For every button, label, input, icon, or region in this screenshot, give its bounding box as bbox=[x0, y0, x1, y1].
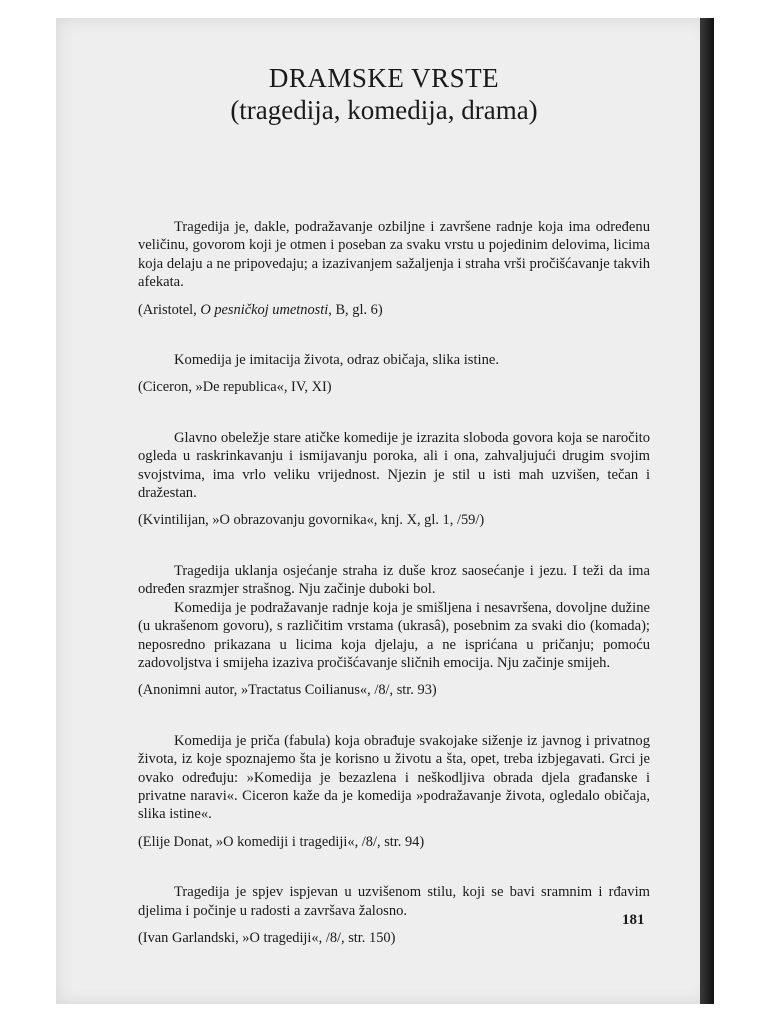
page-title: DRAMSKE VRSTE bbox=[268, 63, 500, 93]
quote-paragraph: Tragedija je spjev ispjevan u uzvišenom stilu, koji se bavi sramnim i rđavim djelima i počinje u radosti a završava žalosno. bbox=[138, 884, 650, 919]
quote-paragraph: Komedija je priča (fabula) koja obrađuje svakojake siženje iz javnog i privatnog života, iz koje spoznajemo šta je korisno u životu a šta, opet, treba izbjegavati. Grci je ovako određuju: »Komedija je bezazlena i neškodljiva obrada djela građanske i privatne naravi«. Ciceron kaže da je komedija »podražavanje života, ogledalo običaja, slika istine«. bbox=[138, 732, 650, 823]
quote-paragraph: Tragedija je, dakle, podražavanje ozbiljne i završene radnje koja ima određenu veličinu, govorom koji je otmen i poseban za svaku vrstu u pojedinim delovima, licima koja delaju a ne pripovedaju; a izazivanjem sažaljenja i straha vrši pročišćavanje takvih afekata. bbox=[138, 219, 650, 291]
quote-kvintilijan bbox=[138, 429, 650, 530]
quote-ciceron bbox=[138, 351, 650, 397]
quote-anonimni bbox=[138, 562, 650, 700]
quote-source: (Ivan Garlandski, »O tragediji«, /8/, str. 150) bbox=[138, 929, 396, 946]
quote-source: (Elije Donat, »O komediji i tragediji«, /8/, str. 94) bbox=[138, 833, 425, 850]
quote-paragraph: Komedija je podražavanje radnje koja je smišljena i nesavršena, dovoljne dužine (u ukrašenom govoru), s različitim vrstama (ukrasâ), posebnim za svaki dio (komada); neposredno prikazana u licima koja djelaju, a ne isprićana u pričanju; pomoću zadovoljstva i smijeha izaziva pročišćavanje sličnih emocija. Nju začinje smijeh. bbox=[138, 599, 650, 671]
quotes-body bbox=[138, 218, 650, 947]
quote-source: (Anonimni autor, »Tractatus Coilianus«, /8/, str. 93) bbox=[138, 682, 437, 699]
quote-paragraph: Tragedija uklanja osjećanje straha iz duše kroz saosećanje i jezu. I teži da ima određen srazmjer strašnog. Nju začinje duboki bol. bbox=[138, 562, 650, 598]
quote-source: (Aristotel, O pesničkoj umetnosti, B, gl. 6) bbox=[138, 301, 383, 318]
source-title: O pesničkoj umetnosti bbox=[200, 301, 329, 318]
book-spine-edge bbox=[700, 18, 714, 1004]
page-header bbox=[0, 62, 768, 126]
quote-source: (Ciceron, »De republica«, IV, XI) bbox=[138, 379, 332, 396]
quote-garlandski bbox=[138, 883, 650, 947]
page-subtitle: (tragedija, komedija, drama) bbox=[230, 95, 538, 125]
quote-donat bbox=[138, 732, 650, 851]
quote-paragraph: Komedija je imitacija života, odraz običaja, slika istine. bbox=[174, 352, 500, 369]
quote-paragraph: Glavno obeležje stare atičke komedije je izrazita sloboda govora koja se naročito ogleda u raskrinkavanju i ismijavanju poroka, ali i ona, zahvaljujući drugim svojim svojstvima, ima vrlo veliku vrijednost. Njezin je stil u isti mah uzvišen, tečan i dražestan. bbox=[138, 429, 650, 502]
quote-source: (Kvintilijan, »O obrazovanju govornika«, knj. X, gl. 1, /59/) bbox=[138, 512, 485, 529]
page-number: 181 bbox=[622, 912, 645, 928]
quote-aristotle bbox=[138, 218, 650, 319]
